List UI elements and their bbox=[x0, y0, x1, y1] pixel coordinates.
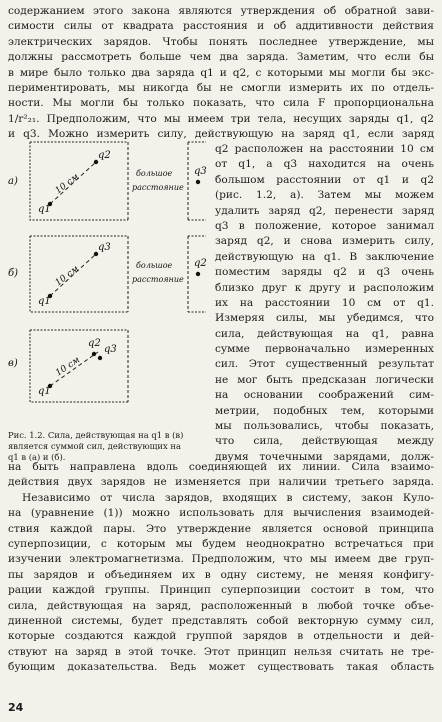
text-line: сила, действующая на q1, равна bbox=[215, 327, 434, 340]
text-line: и q3. Можно измерить силу, действующую на заряд q1, если заряд bbox=[8, 128, 434, 141]
text-line: действия двух зарядов не изменяется при наличии третьего заряда. bbox=[8, 476, 434, 489]
panel-label: в) bbox=[8, 358, 18, 369]
label-q3: q3 bbox=[98, 242, 111, 253]
text-line: q2 расположен на расстоянии 10 см bbox=[215, 143, 434, 155]
label-q1: q1 bbox=[38, 386, 51, 397]
charge-diagram bbox=[8, 140, 208, 425]
text-line: периментировать, мы никогда бы не смогли измерить их по отдель- bbox=[8, 81, 434, 94]
text-line: действующую на q1. В заключение bbox=[215, 250, 434, 263]
text-line: Измеряя силы, мы убедимся, что bbox=[215, 312, 434, 325]
text-line: двумя точечными зарядами, долж- bbox=[215, 450, 434, 463]
caption-line: является суммой сил, действующих на bbox=[8, 441, 181, 451]
label-q2: q2 bbox=[88, 338, 101, 349]
charge-q2-b bbox=[196, 272, 200, 276]
text-line: близко друг к другу и расположим bbox=[215, 281, 434, 294]
text-line: ствуют на заряд в этой точке. Этот принцип нельзя считать не тре- bbox=[8, 645, 434, 658]
text-line: не мог быть предсказан логически bbox=[215, 373, 434, 386]
charge-q2-c bbox=[92, 352, 96, 356]
far-label-2: расстояние bbox=[132, 275, 184, 284]
text-line: мы пользовались, чтобы показать, bbox=[215, 420, 434, 433]
book-page bbox=[8, 4, 434, 674]
charge-q3-a bbox=[196, 180, 200, 184]
label-q1: q1 bbox=[38, 296, 51, 307]
text-line: изучении электромагнетизма. Предположим, что мы имеем две груп- bbox=[8, 553, 434, 566]
text-line: Независимо от числа зарядов, входящих в систему, закон Куло- bbox=[22, 491, 434, 504]
text-line: электрических зарядов. Чтобы понять последнее утверждение, мы bbox=[8, 35, 434, 48]
text-line: (рис. 1.2, а). Затем мы можем bbox=[215, 189, 434, 202]
text-line: рации каждой группы. Принцип суперпозиции состоит в том, что bbox=[8, 584, 434, 597]
distance-label: 10 см bbox=[53, 263, 81, 289]
text-line: поместим заряды q2 и q3 очень bbox=[215, 266, 434, 279]
text-line: содержанием этого закона являются утверждения об обратной зави- bbox=[8, 5, 434, 17]
text-line: пы зарядов и объединяем их в одну систему, не меняя конфигу- bbox=[8, 568, 434, 581]
text-line: ствия каждой пары. Это утверждение является основой принципа bbox=[8, 522, 434, 535]
far-label-1: большое bbox=[136, 261, 173, 270]
page-number: 24 bbox=[8, 701, 24, 714]
text-line: бующим доказательства. Ведь может существовать такая область bbox=[8, 661, 434, 674]
text-line: должны рассмотреть больше чем два заряда. Заметим, что если бы bbox=[8, 51, 434, 64]
label-q2: q2 bbox=[194, 258, 207, 269]
label-q2: q2 bbox=[98, 150, 111, 161]
text-line: 1/r²₂₁. Предположим, что мы имеем три тела, несущих заряды q1, q2 bbox=[8, 112, 434, 125]
text-line: сила, действующая на заряд, расположенный в любой точке объе- bbox=[8, 599, 434, 612]
text-line: на (уравнение (1)) можно использовать для вычисления взаимодей- bbox=[8, 507, 434, 520]
text-line: заряд q2, и снова измерить силу, bbox=[215, 235, 434, 248]
caption-line: q1 в (а) и (б). bbox=[8, 452, 66, 462]
label-q3: q3 bbox=[104, 344, 117, 355]
right-column-text bbox=[215, 142, 434, 465]
text-line: что сила, действующая между bbox=[215, 435, 434, 448]
text-line: которые создаются каждой группой зарядов в отдельности и дей- bbox=[8, 630, 434, 643]
text-line: диненной системы, будет представлять собой векторную сумму сил, bbox=[8, 614, 434, 627]
text-line: от q1, а q3 находится на очень bbox=[215, 158, 434, 171]
text-line: сил. Этот существенный результат bbox=[215, 358, 434, 371]
figure-1-2 bbox=[8, 140, 208, 455]
charge-q3-c bbox=[98, 356, 102, 360]
top-paragraph bbox=[8, 4, 434, 143]
caption-line: Рис. 1.2. Сила, действующая на q1 в (в) bbox=[8, 430, 184, 440]
panel-label: б) bbox=[8, 268, 19, 279]
text-line: q3 в положение, которое занимал bbox=[215, 219, 434, 232]
text-line: их на расстоянии 10 см от q1. bbox=[215, 296, 434, 309]
label-q3: q3 bbox=[194, 166, 207, 177]
text-line: большом расстоянии от q1 и q2 bbox=[215, 173, 434, 186]
panel-label: а) bbox=[8, 176, 18, 187]
label-q1: q1 bbox=[38, 204, 51, 215]
far-label-1: большое bbox=[136, 169, 173, 178]
text-line: сумме первоначально измеренных bbox=[215, 343, 434, 356]
text-line: в мире было только два заряда q1 и q2, с которыми мы могли бы экс- bbox=[8, 66, 434, 79]
text-line: симости силы от квадрата расстояния и об аддитивности действия bbox=[8, 20, 434, 33]
text-line: на основании соображений сим- bbox=[215, 389, 434, 402]
far-label-2: расстояние bbox=[132, 183, 184, 192]
figure-caption bbox=[8, 430, 208, 463]
text-line: метрии, подобных тем, которыми bbox=[215, 404, 434, 417]
distance-label: 10 см bbox=[54, 355, 82, 379]
text-line: суперпозиции, с которым мы будем неоднократно встречаться при bbox=[8, 537, 434, 550]
text-line: на быть направлена вдоль соединяющей их линии. Сила взаимо- bbox=[8, 461, 434, 473]
distance-label: 10 см bbox=[53, 171, 81, 197]
bottom-paragraphs bbox=[8, 460, 434, 675]
text-line: ности. Мы могли бы только показать, что сила F пропорциональна bbox=[8, 97, 434, 110]
text-line: удалить заряд q2, перенести заряд bbox=[215, 204, 434, 217]
